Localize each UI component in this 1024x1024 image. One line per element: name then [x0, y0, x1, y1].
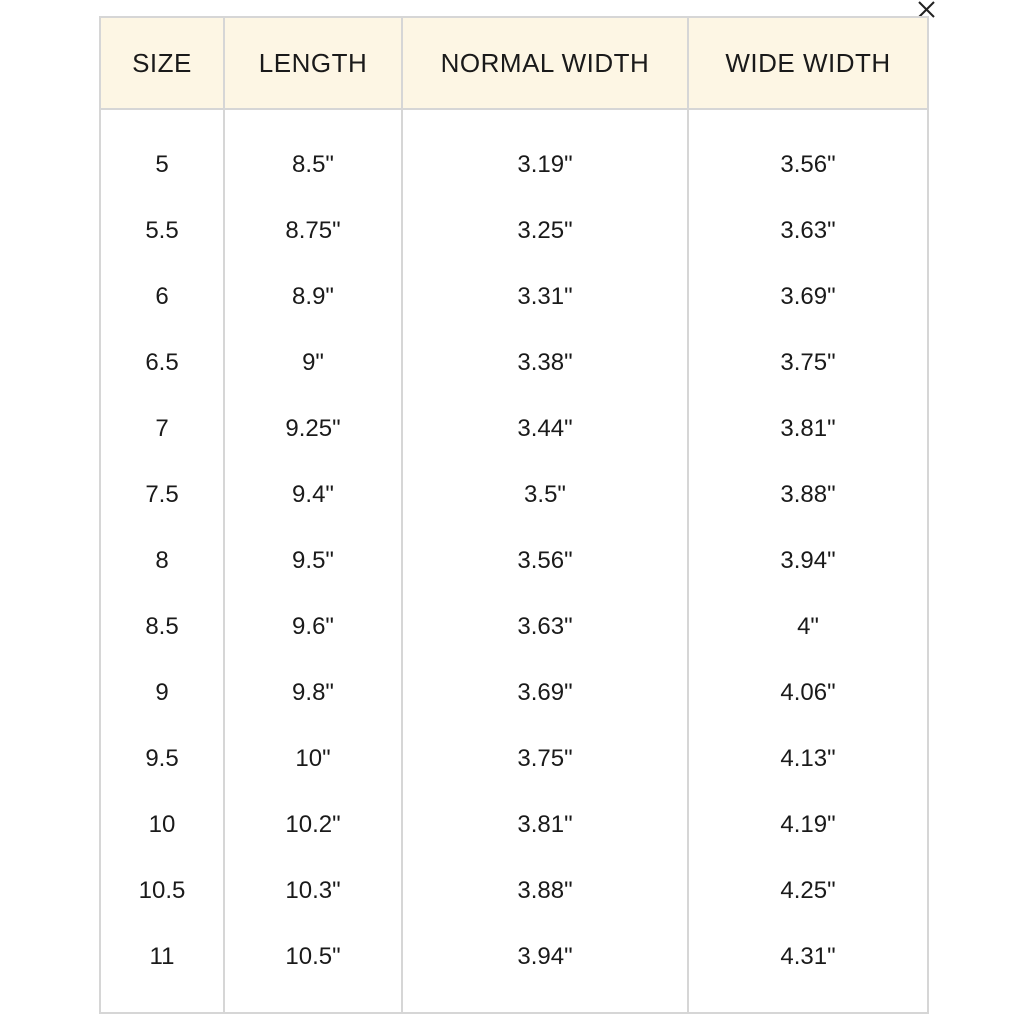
- cell-length: 8.5": [224, 132, 402, 198]
- cell-size: 6.5: [100, 330, 224, 396]
- table-row: [100, 132, 928, 198]
- table-row: [100, 528, 928, 594]
- header-size: SIZE: [100, 17, 224, 109]
- cell-wide-width: 3.63": [688, 198, 928, 264]
- table-row: [100, 396, 928, 462]
- cell-length: 9.4": [224, 462, 402, 528]
- table-row: [100, 330, 928, 396]
- cell-wide-width: 4.19": [688, 792, 928, 858]
- cell-size: 10: [100, 792, 224, 858]
- cell-normal-width: 3.44": [402, 396, 688, 462]
- cell-size: 11: [100, 924, 224, 990]
- cell-length: 10.3": [224, 858, 402, 924]
- cell-wide-width: 4": [688, 594, 928, 660]
- header-length: LENGTH: [224, 17, 402, 109]
- cell-size: 8: [100, 528, 224, 594]
- cell-size: 7: [100, 396, 224, 462]
- cell-wide-width: 4.25": [688, 858, 928, 924]
- cell-length: 9.6": [224, 594, 402, 660]
- cell-wide-width: 4.06": [688, 660, 928, 726]
- size-chart-table: [99, 16, 929, 1014]
- cell-size: 9.5: [100, 726, 224, 792]
- cell-normal-width: 3.31": [402, 264, 688, 330]
- cell-size: 10.5: [100, 858, 224, 924]
- table-row: [100, 660, 928, 726]
- cell-size: 8.5: [100, 594, 224, 660]
- cell-wide-width: 3.69": [688, 264, 928, 330]
- cell-wide-width: 3.94": [688, 528, 928, 594]
- cell-wide-width: 3.88": [688, 462, 928, 528]
- table-spacer: [100, 109, 928, 132]
- cell-normal-width: 3.56": [402, 528, 688, 594]
- cell-size: 5: [100, 132, 224, 198]
- cell-wide-width: 3.75": [688, 330, 928, 396]
- table-row: [100, 792, 928, 858]
- cell-size: 9: [100, 660, 224, 726]
- table-row: [100, 264, 928, 330]
- table-row: [100, 594, 928, 660]
- header-normal-width: NORMAL WIDTH: [402, 17, 688, 109]
- cell-normal-width: 3.5": [402, 462, 688, 528]
- cell-length: 9.5": [224, 528, 402, 594]
- cell-normal-width: 3.25": [402, 198, 688, 264]
- table-row: [100, 858, 928, 924]
- cell-length: 8.75": [224, 198, 402, 264]
- cell-length: 10": [224, 726, 402, 792]
- cell-size: 6: [100, 264, 224, 330]
- table-row: [100, 726, 928, 792]
- cell-wide-width: 3.56": [688, 132, 928, 198]
- cell-size: 7.5: [100, 462, 224, 528]
- cell-wide-width: 3.81": [688, 396, 928, 462]
- cell-normal-width: 3.88": [402, 858, 688, 924]
- header-wide-width: WIDE WIDTH: [688, 17, 928, 109]
- table-row: [100, 198, 928, 264]
- cell-size: 5.5: [100, 198, 224, 264]
- table-row: [100, 462, 928, 528]
- cell-normal-width: 3.63": [402, 594, 688, 660]
- cell-length: 9.25": [224, 396, 402, 462]
- cell-length: 10.5": [224, 924, 402, 990]
- table-spacer: [100, 990, 928, 1013]
- cell-normal-width: 3.81": [402, 792, 688, 858]
- cell-normal-width: 3.38": [402, 330, 688, 396]
- table-row: [100, 924, 928, 990]
- table-header-row: [100, 17, 928, 109]
- cell-length: 8.9": [224, 264, 402, 330]
- cell-normal-width: 3.75": [402, 726, 688, 792]
- cell-wide-width: 4.13": [688, 726, 928, 792]
- cell-length: 10.2": [224, 792, 402, 858]
- cell-normal-width: 3.19": [402, 132, 688, 198]
- cell-length: 9.8": [224, 660, 402, 726]
- cell-wide-width: 4.31": [688, 924, 928, 990]
- cell-normal-width: 3.69": [402, 660, 688, 726]
- cell-normal-width: 3.94": [402, 924, 688, 990]
- cell-length: 9": [224, 330, 402, 396]
